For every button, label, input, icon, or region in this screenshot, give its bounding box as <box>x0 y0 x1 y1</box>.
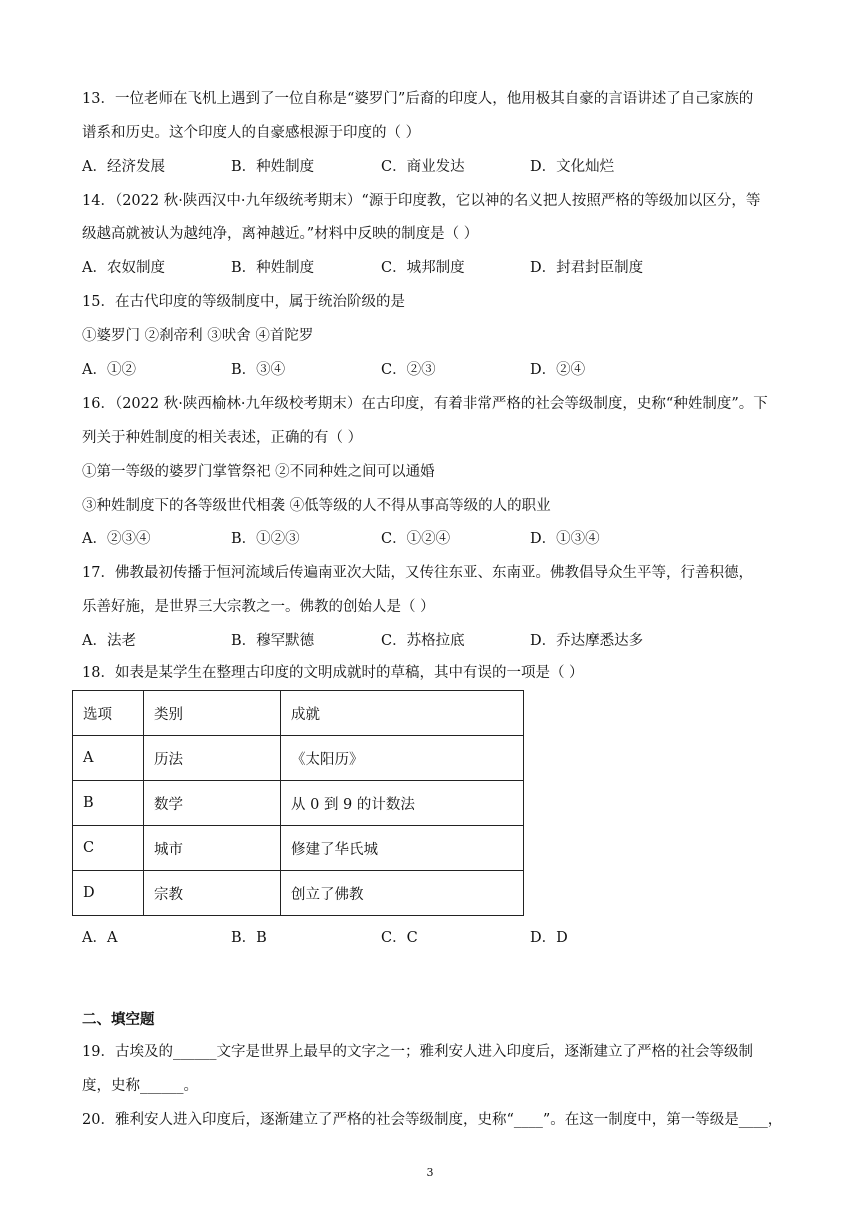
table-row <box>73 826 524 871</box>
question-19-text-cont: 度，史称______。 <box>82 1078 198 1094</box>
question-19-text: 19．古埃及的______文字是世界上最早的文字之一；雅利安人进入印度后，逐渐建立了严格的社会等级制 <box>82 1044 753 1060</box>
table-header: 成就 <box>281 691 524 736</box>
table-cell: C <box>73 826 144 871</box>
option-d: D．乔达摩悉达多 <box>530 633 644 649</box>
table-cell: 历法 <box>144 736 281 781</box>
option-d: D．文化灿烂 <box>530 159 615 175</box>
option-a: A．法老 <box>82 633 136 649</box>
table-header: 类别 <box>144 691 281 736</box>
question-14-text: 14．（2022 秋·陕西汉中·九年级统考期末）“源于印度教，它以神的名义把人按照严格的等级加以区分，等 <box>82 193 761 209</box>
option-c: C．②③ <box>381 362 436 378</box>
question-17-text: 17．佛教最初传播于恒河流域后传遍南亚次大陆，又传往东亚、东南亚。佛教倡导众生平等，行善积德， <box>82 565 753 581</box>
question-13-options <box>82 157 782 177</box>
table-cell: 《太阳历》 <box>281 736 524 781</box>
option-a: A．②③④ <box>82 531 151 547</box>
table-cell: 宗教 <box>144 871 281 916</box>
question-14-text-cont: 级越高就被认为越纯净，离神越近。”材料中反映的制度是（ ） <box>82 226 479 242</box>
option-b: B．穆罕默德 <box>231 633 315 649</box>
question-15-text: 15．在古代印度的等级制度中，属于统治阶级的是 <box>82 294 405 310</box>
table-cell: 修建了华氏城 <box>281 826 524 871</box>
table-cell: B <box>73 781 144 826</box>
question-15-options <box>82 360 782 380</box>
option-a: A．农奴制度 <box>82 260 165 276</box>
section-heading: 二、填空题 <box>82 1012 155 1028</box>
option-b: B．①②③ <box>231 531 300 547</box>
table-cell: D <box>73 871 144 916</box>
option-d: D．①③④ <box>530 531 600 547</box>
question-18-text: 18．如表是某学生在整理古印度的文明成就时的草稿，其中有误的一项是（ ） <box>82 665 584 681</box>
option-d: D．封君封臣制度 <box>530 260 644 276</box>
question-16-options <box>82 529 782 549</box>
table-row <box>73 871 524 916</box>
option-a: A．①② <box>82 362 136 378</box>
table-header-row <box>73 691 524 736</box>
question-14-options <box>82 258 782 278</box>
option-b: B．B <box>231 930 267 946</box>
table-row <box>73 781 524 826</box>
option-c: C．①②④ <box>381 531 451 547</box>
question-17-text-cont: 乐善好施，是世界三大宗教之一。佛教的创始人是（ ） <box>82 599 435 615</box>
question-16-choices-2: ③种姓制度下的各等级世代相袭 ④低等级的人不得从事高等级的人的职业 <box>82 498 551 514</box>
table-cell: 城市 <box>144 826 281 871</box>
question-16-text: 16．（2022 秋·陕西榆林·九年级校考期末）在古印度，有着非常严格的社会等级制度，史称“种姓制度”。下 <box>82 396 768 412</box>
achievements-table <box>72 690 524 916</box>
option-b: B．种姓制度 <box>231 260 315 276</box>
option-a: A．经济发展 <box>82 159 165 175</box>
question-13-text-cont: 谱系和历史。这个印度人的自豪感根源于印度的（ ） <box>82 125 421 141</box>
option-c: C．商业发达 <box>381 159 465 175</box>
table-cell: 从 0 到 9 的计数法 <box>281 781 524 826</box>
table-cell: A <box>73 736 144 781</box>
question-17-options <box>82 631 782 651</box>
table-row <box>73 736 524 781</box>
question-16-text-cont: 列关于种姓制度的相关表述，正确的有（ ） <box>82 430 363 446</box>
option-c: C．城邦制度 <box>381 260 465 276</box>
option-c: C．苏格拉底 <box>381 633 465 649</box>
table-cell: 数学 <box>144 781 281 826</box>
option-b: B．种姓制度 <box>231 159 315 175</box>
question-16-choices-1: ①第一等级的婆罗门掌管祭祀 ②不同种姓之间可以通婚 <box>82 464 435 480</box>
option-d: D．②④ <box>530 362 586 378</box>
option-c: C．C <box>381 930 418 946</box>
question-18-options <box>82 928 782 948</box>
question-15-choices: ①婆罗门 ②刹帝利 ③吠舍 ④首陀罗 <box>82 328 314 344</box>
table-header: 选项 <box>73 691 144 736</box>
option-d: D．D <box>530 930 568 946</box>
page-number: 3 <box>426 1166 434 1179</box>
option-a: A．A <box>82 930 118 946</box>
question-20-text: 20．雅利安人进入印度后，逐渐建立了严格的社会等级制度，史称“____”。在这一制度中，第一等级是____， <box>82 1112 783 1128</box>
table-cell: 创立了佛教 <box>281 871 524 916</box>
option-b: B．③④ <box>231 362 286 378</box>
question-13-text: 13．一位老师在飞机上遇到了一位自称是“婆罗门”后裔的印度人，他用极其自豪的言语讲述了自己家族的 <box>82 91 754 107</box>
